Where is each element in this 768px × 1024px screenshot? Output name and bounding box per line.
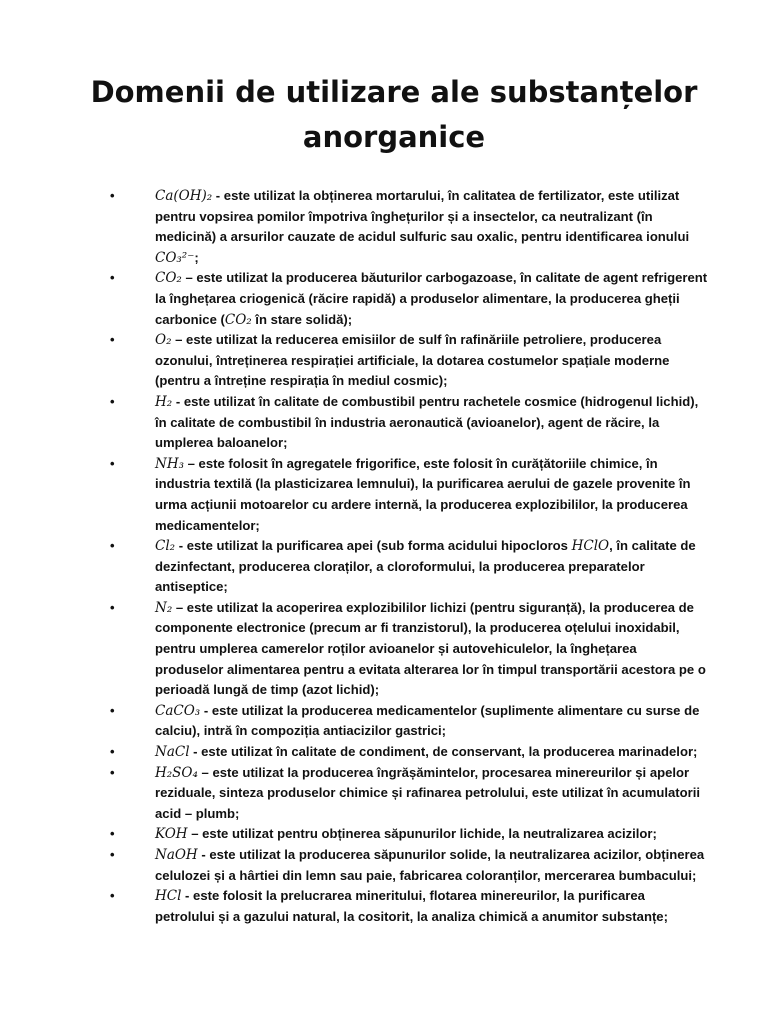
list-item [110,824,708,845]
bullet-icon: • [110,888,115,904]
formula-inline: CO₃²⁻ [155,249,195,266]
formula: H₂SO₄ [155,764,198,781]
formula: NaOH [155,847,198,863]
list-item [110,742,708,763]
formula: Cl₂ [155,538,176,555]
formula-inline: HClO [571,538,610,555]
list-item [110,598,708,701]
item-text: – este folosit în agregatele frigorifice, este folosit în curățătoriile chimice, în industria textilă (la plasticizarea lemnului), la purificarea aerului de gazele provenite în urma acțiunii motoarelor cu ardere internă, la producerea explozibililor, la producerea medicamentelor; [155,455,691,533]
bullet-icon: • [110,744,115,760]
formula: HCl [155,888,182,905]
formula: KOH [155,826,188,843]
item-text-end: , în calitate de dezinfectant, producerea cloraților, a cloroformului, la producerea preparatelor antiseptice; [155,538,696,595]
item-text: – este utilizat la acoperirea explozibililor lichizi (pentru siguranță), la producerea de componente electronice (precum ar fi tranzistorul), la producerea oțelului inoxidabil, pentru umplerea camerelor roților avioanelor și autovehiculelor, la înghețarea produselor alimentarea pentru a evitata alterarea lor în timpul transportării acestora pe o perioadă lungă de timp (azot lichid); [155,599,706,698]
list-item [110,392,708,454]
substance-list [110,186,708,927]
bullet-icon: • [110,702,115,718]
item-text-end: ; [194,249,199,265]
bullet-icon: • [110,599,115,615]
bullet-icon: • [110,538,115,554]
formula: N₂ [155,599,173,616]
bullet-icon: • [110,847,115,862]
bullet-icon: • [110,188,115,203]
list-item [110,268,708,330]
list-item [110,454,708,536]
item-text: - este folosit la prelucrarea mineritului, flotarea minereurilor, la purificarea petrolului și a gazului natural, la cositorit, la analiza chimică a anumitor substanțe; [155,888,668,924]
list-item [110,845,708,886]
bullet-icon: • [110,270,115,286]
item-text: - este utilizat în calitate de condiment, de conservant, la producerea marinadelor; [189,744,698,760]
formula: CO₂ [155,270,182,287]
item-text: - este utilizat la obținerea mortarului, în calitatea de fertilizator, este utilizat pentru vopsirea pomilor împotriva înghețurilor și a insectelor, ca neutralizant (în medicină) a arsurilor cauzate de acidul sulfuric sau oxalic, pentru identificarea ionului [155,188,690,245]
bullet-icon: • [110,764,115,780]
list-item [110,763,708,825]
item-text: - este utilizat la producerea săpunurilor solide, la neutralizarea acizilor, obținerea celulozei și a hârtiei din lemn sau paie, fabricarea coloranților, mercerarea bumbacului; [155,847,705,883]
item-text: – este utilizat la producerea băuturilor carbogazoase, în calitate de agent refrigerent la înghețarea criogenică (răcire rapidă) a produselor alimentare, la producerea gheții carbonice ( [155,270,708,327]
list-item [110,536,708,598]
list-item [110,886,708,927]
list-item [110,330,708,392]
bullet-icon: • [110,826,115,842]
bullet-icon: • [110,393,115,409]
item-text: – este utilizat la producerea îngrășămintelor, procesarea minereurilor și apelor reziduale, sinteza produselor chimice și rafinarea petrolului, este utilizat în acumulatorii acid – plumb; [155,764,700,821]
list-item [110,186,708,268]
item-text: – este utilizat la reducerea emisiilor de sulf în rafinăriile petroliere, producerea ozonului, întreținerea respirației artificiale, la dotarea costumelor spațiale moderne (pentru a întreține respirația în mediul cosmic); [155,332,670,389]
item-text-end: în stare solidă); [251,311,353,327]
page-title: Domenii de utilizare ale substanțelor anorganice [90,75,698,154]
formula: NH₃ [155,455,184,472]
formula: O₂ [155,332,172,349]
formula-inline: CO₂ [224,311,252,328]
item-text: - este utilizat la purificarea apei (sub forma acidului hipocloros [175,538,572,554]
formula: NaCl [155,744,190,761]
bullet-icon: • [110,332,115,348]
item-text: - este utilizat la producerea medicamentelor (suplimente alimentare cu surse de calciu), intră în compoziția antiacizilor gastrici; [155,702,700,739]
list-item [110,701,708,742]
item-text: – este utilizat pentru obținerea săpunurilor lichide, la neutralizarea acizilor; [187,826,657,842]
formula: CaCO₃ [155,702,201,719]
formula: Ca(OH)₂ [155,188,213,204]
formula: H₂ [155,393,173,410]
bullet-icon: • [110,455,115,471]
item-text: - este utilizat în calitate de combustibil pentru rachetele cosmice (hidrogenul lichid), în calitate de combustibil în industria aeronautică (avioanelor), agent de răcire, la umplerea baloanelor; [155,393,699,451]
